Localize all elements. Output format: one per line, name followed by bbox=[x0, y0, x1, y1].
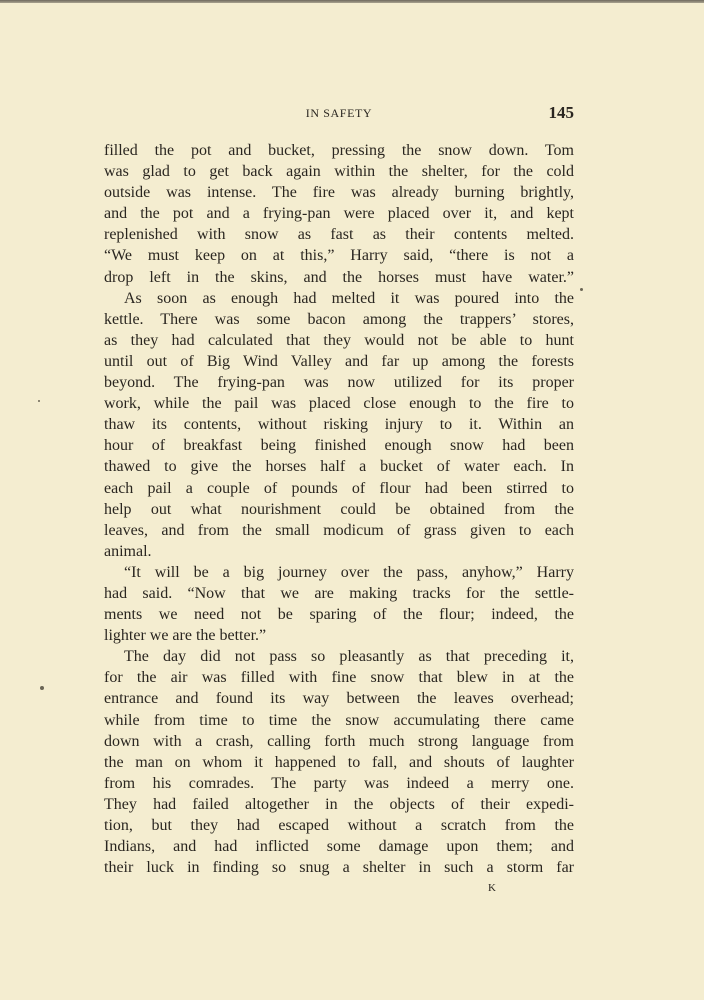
text-line: help out what nourishment could be obtained from the bbox=[104, 500, 574, 518]
text-line: and the pot and a frying-pan were placed over it, and kept bbox=[104, 205, 574, 223]
text-line: thaw its contents, without risking injury to it. Within an bbox=[104, 416, 574, 434]
text-line: replenished with snow as fast as their contents melted. bbox=[104, 226, 574, 244]
text-line: as they had calculated that they would not be able to hunt bbox=[104, 331, 574, 349]
text-line: tion, but they had escaped without a scratch from the bbox=[104, 817, 574, 834]
text-line: The day did not pass so pleasantly as that preceding it, bbox=[124, 648, 574, 666]
text-line: ments we need not be sparing of the flour; indeed, the bbox=[104, 606, 574, 624]
text-line: They had failed altogether in the objects of their expedi- bbox=[104, 795, 574, 813]
text-line: Indians, and had inflicted some damage upon them; and bbox=[104, 838, 574, 856]
paper-speck bbox=[40, 686, 44, 690]
paper-speck bbox=[580, 288, 583, 291]
page-number: 145 bbox=[548, 103, 574, 122]
top-edge-rule bbox=[0, 0, 704, 3]
paper-speck bbox=[38, 400, 40, 402]
text-line: while from time to time the snow accumulating there came bbox=[104, 711, 574, 729]
text-line: hour of breakfast being finished enough snow had been bbox=[104, 437, 574, 455]
text-line: drop left in the skins, and the horses must have water.” bbox=[104, 268, 574, 286]
text-line: “We must keep on at this,” Harry said, “there is not a bbox=[104, 247, 574, 265]
text-line: leaves, and from the small modicum of grass given to each bbox=[104, 521, 574, 539]
text-line: for the air was filled with fine snow that blew in at the bbox=[104, 669, 574, 687]
text-line: kettle. There was some bacon among the trappers’ stores, bbox=[104, 310, 574, 328]
text-line: had said. “Now that we are making tracks for the settle- bbox=[104, 584, 574, 602]
text-line: lighter we are the better.” bbox=[104, 627, 267, 645]
text-line: work, while the pail was placed close enough to the fire to bbox=[104, 395, 574, 413]
text-line: the man on whom it happened to fall, and shouts of laughter bbox=[104, 753, 574, 771]
text-line: As soon as enough had melted it was poured into the bbox=[124, 289, 574, 307]
text-line: thawed to give the horses half a bucket of water each. In bbox=[104, 458, 574, 476]
text-line: animal. bbox=[104, 542, 152, 560]
text-line: from his comrades. The party was indeed a merry one. bbox=[104, 774, 574, 792]
text-line: “It will be a big journey over the pass, anyhow,” Harry bbox=[124, 563, 574, 581]
text-line: until out of Big Wind Valley and far up among the forests bbox=[104, 352, 574, 370]
signature-mark: K bbox=[488, 882, 497, 894]
body-text bbox=[104, 140, 574, 878]
text-line: was glad to get back again within the shelter, for the cold bbox=[104, 163, 574, 181]
text-line: down with a crash, calling forth much strong language from bbox=[104, 732, 574, 750]
running-head bbox=[104, 103, 574, 123]
text-line: their luck in finding so snug a shelter in such a storm far bbox=[104, 859, 574, 877]
text-line: outside was intense. The fire was already burning brightly, bbox=[104, 184, 574, 202]
text-line: beyond. The frying-pan was now utilized for its proper bbox=[104, 374, 574, 392]
running-title: IN SAFETY bbox=[305, 106, 373, 120]
text-line: entrance and found its way between the leaves overhead; bbox=[104, 690, 574, 708]
text-line: each pail a couple of pounds of flour had been stirred to bbox=[104, 479, 574, 497]
text-line: filled the pot and bucket, pressing the snow down. Tom bbox=[104, 142, 574, 159]
